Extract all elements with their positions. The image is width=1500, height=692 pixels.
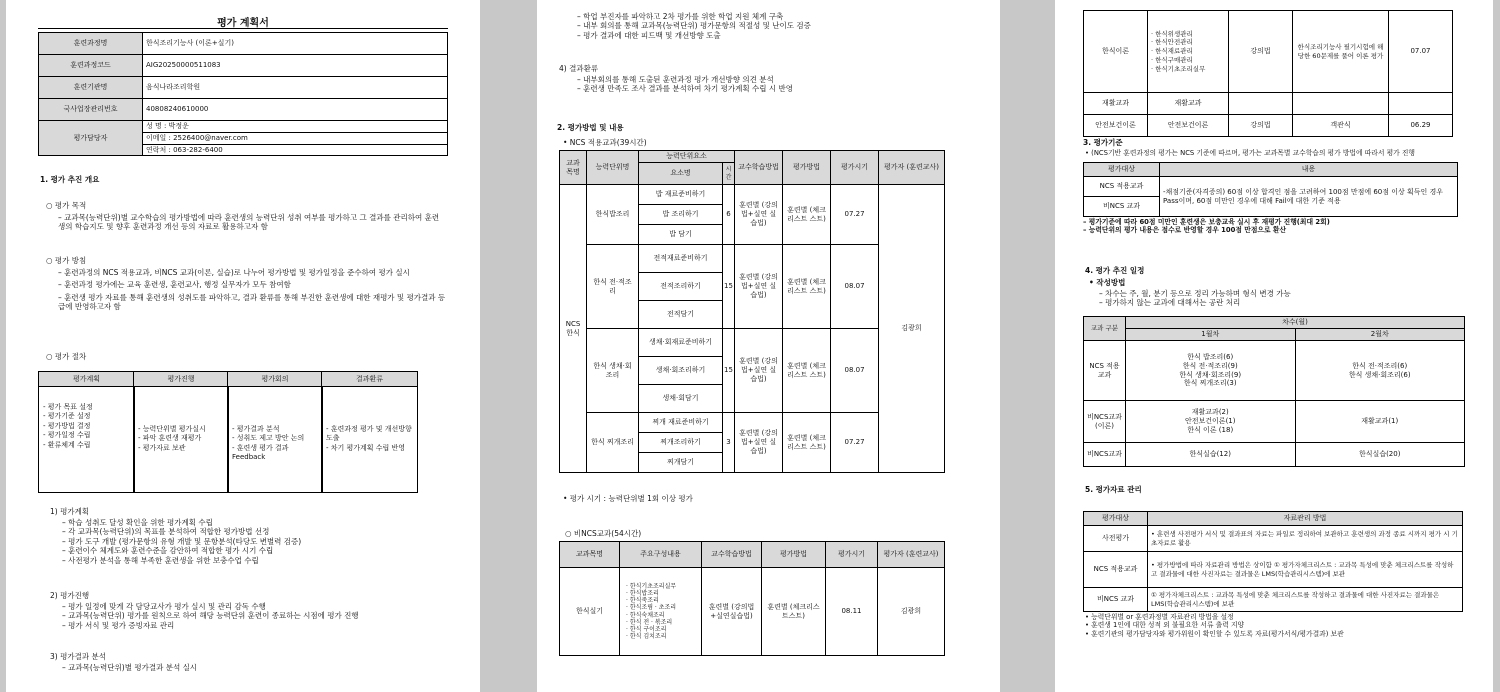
ncs-evaluation-table xyxy=(559,150,945,473)
element-name: 전적조리하기 xyxy=(639,273,723,301)
subsection-heading: • 작성방법 xyxy=(1089,278,1126,287)
schedule-cell xyxy=(1295,341,1465,401)
flow-step xyxy=(321,371,418,493)
schedule-table xyxy=(1083,316,1465,467)
flow-step-item: - 평가방법 결정 xyxy=(43,421,91,430)
element-name: 찌개담기 xyxy=(639,453,723,473)
non-ncs-continued-table xyxy=(1083,10,1453,137)
criteria-target: NCS 적용교과 xyxy=(1084,177,1160,197)
subsection-heading: ○ 평가 절차 xyxy=(46,352,87,361)
info-label: 평가담당자 xyxy=(39,121,143,156)
schedule-item: 한식 전·적조리(9) xyxy=(1182,361,1238,370)
criteria-table xyxy=(1083,162,1458,217)
content-item: · 한식 구이조리 xyxy=(626,625,667,633)
evaluator-name: 김광희 xyxy=(878,568,945,656)
list-item: – 평가 도구 개발 (평가문항의 유형 개발 및 문항분석(타당도 변별력 검증) xyxy=(62,536,302,546)
eval-method: 훈련별 (체크리스트 스트) xyxy=(783,245,831,329)
section-heading: 1. 평가 추진 개요 xyxy=(40,175,100,184)
schedule-item: 한식 찌개조리(3) xyxy=(1183,379,1237,388)
element-name: 밥 재료준비하기 xyxy=(639,185,723,205)
table-caption: ○ 비NCS교과(54시간) xyxy=(565,529,642,538)
schedule-item: 한식 이론 (18) xyxy=(1187,425,1234,434)
category-cell: NCS 적용교과 xyxy=(1084,341,1126,401)
unit-name: 한식 전·적조리 xyxy=(587,245,639,329)
flow-step-item: - 파악 훈련생 재평가 xyxy=(138,434,202,443)
paragraph: – 교과목(능력단위)별 교수학습의 평가방법에 따라 훈련생의 능력단위 성취 여부를 평가하고 그 결과를 관리하여 훈련생의 학습지도 및 향후 훈련과정 개선 등의 자료로 활용하고자 함 xyxy=(58,213,440,232)
content-item: · 한식밥조리 xyxy=(626,589,659,597)
unit-name: 한식밥조리 xyxy=(587,185,639,245)
content-item: · 한식 김치조리 xyxy=(626,633,667,641)
subsection-heading: 1) 평가계획 xyxy=(50,507,90,516)
unit-name: 한식 생채·회조리 xyxy=(587,329,639,413)
eval-method: 훈련별 (체크리스트스트) xyxy=(762,568,826,656)
info-value: 한식조리기능사 (이론+실기) xyxy=(143,33,448,55)
column-header: 능력단위요소 xyxy=(639,151,735,163)
column-header: 2월차 xyxy=(1295,329,1465,341)
list-item: – 훈련생 평가 자료를 통해 훈련생의 성취도를 파악하고, 결과 환류를 통해 부진한 훈련생에 대한 재평가 및 평가결과 등급에 반영하고자 함 xyxy=(58,292,446,312)
content-list xyxy=(1147,11,1228,93)
eval-method: 훈련별 (체크리스트 스트) xyxy=(783,329,831,413)
flow-step-item: - 성취도 제고 방안 논의 xyxy=(232,434,305,443)
paragraph: • (NCS기반 훈련과정의 평가는 NCS 기준에 따르며, 평가는 교과목별 교수학습의 평가 방법에 따라서 평가 진행 xyxy=(1085,149,1415,157)
list-item: – 훈련과정 평가에는 교육 훈련생, 훈련교사, 행정 실무자가 모두 참여함 xyxy=(58,280,291,290)
subsection-heading: 2) 평가진행 xyxy=(50,591,90,600)
schedule-item: 안전보건이론(1) xyxy=(1185,417,1236,426)
teach-method: 훈련별 (강의법+실연실습법) xyxy=(702,568,762,656)
section-heading: 4. 평가 추진 일정 xyxy=(1085,266,1145,275)
element-name: 생채·회재료준비하기 xyxy=(639,329,723,357)
element-name: 생채·회담기 xyxy=(639,385,723,413)
schedule-item: 한식 밥조리(6) xyxy=(1187,353,1234,361)
info-value: AIG20250000511083 xyxy=(143,55,448,77)
table-caption: • NCS 적용교과(39시간) xyxy=(563,138,647,147)
list-item: – 사전평가 분석을 통해 부족한 훈련생을 위한 보충수업 수립 xyxy=(62,555,259,565)
schedule-item: 재활교과(1) xyxy=(1361,417,1399,426)
unit-hours: 6 xyxy=(723,185,735,245)
content-list xyxy=(620,568,702,656)
category-cell: 비NCS교과(이론) xyxy=(1084,401,1126,443)
eval-date: 08.07 xyxy=(831,329,879,413)
list-item: – 평가 서식 및 평가 증빙자료 관리 xyxy=(62,620,175,630)
schedule-item: 한식 생채·회조리(9) xyxy=(1179,370,1242,379)
subject-cell: 한식이론 xyxy=(1084,11,1148,93)
list-item: – 교과목(능력단위) 평가를 원칙으로 하여 해당 능력단위 훈련이 종료하는 시점에 평가 진행 xyxy=(62,611,359,621)
list-item: – 훈련이수 체계도와 훈련수준을 감안하여 적합한 평가 시기 수립 xyxy=(62,546,274,556)
note-item: – 평가기준에 따라 60점 미만인 훈련생은 보충교육 실시 후 재평가 진행(최대 2회) xyxy=(1083,218,1330,226)
eval-date: 08.07 xyxy=(831,245,879,329)
eval-date: 06.29 xyxy=(1388,115,1452,137)
teach-method: 강의법 xyxy=(1229,115,1293,137)
non-ncs-evaluation-table xyxy=(559,541,945,656)
list-item: – 훈련생 만족도 조사 결과를 분석하여 차기 평가계획 수립 시 반영 xyxy=(577,84,793,94)
schedule-item: 한식실습(20) xyxy=(1359,450,1401,459)
column-header: 교과 구분 xyxy=(1084,317,1126,341)
document-page-3 xyxy=(1055,0,1493,692)
column-header: 차수(월) xyxy=(1126,317,1465,329)
section-heading: 3. 평가기준 xyxy=(1083,138,1123,147)
section-heading: 2. 평가방법 및 내용 xyxy=(557,123,624,132)
flow-step-title: 평가진행 xyxy=(134,372,228,387)
list-item: – 각 교과목(능력단위)의 목표를 분석하여 적합한 평가방법 선정 xyxy=(62,527,270,537)
column-header: 내용 xyxy=(1160,163,1458,177)
flow-step-item: - 평가자료 보관 xyxy=(138,443,186,452)
element-name: 전적재료준비하기 xyxy=(639,245,723,273)
mgmt-content: ① 평가자체크리스트 : 교과목 특성에 맞춘 체크리스트를 작성하고 결과물에 대한 사진자료는 결과물은 LMS(학습관리시스템)에 보관 xyxy=(1148,588,1463,612)
eval-method: 한식조리기능사 필기시험에 해당한 60문제를 풀어 이론 평가 xyxy=(1293,11,1389,93)
list-item: – 평가 일정에 맞게 각 담당교사가 평가 실시 및 관리 감독 수행 xyxy=(62,602,266,611)
column-header: 평가대상 xyxy=(1084,163,1160,177)
evaluator-name: 김광희 xyxy=(879,185,945,473)
note-item: – 능력단위의 평가 내용은 점수로 반영할 경우 100점 만점으로 환산 xyxy=(1083,226,1287,235)
column-header: 교과목명 xyxy=(560,151,587,185)
flow-step-title: 평가계획 xyxy=(39,372,134,387)
column-header: 교수학습방법 xyxy=(735,151,783,185)
content-item: · 한식조림 · 초조리 xyxy=(626,604,677,612)
column-header: 시간 xyxy=(723,163,735,185)
element-name: 생채·회조리하기 xyxy=(639,357,723,385)
schedule-cell xyxy=(1126,443,1296,467)
flow-step xyxy=(133,371,229,493)
table-note: • 평가 시기 : 능력단위별 1회 이상 평가 xyxy=(563,494,693,503)
list-item: – 학업 부진자를 파악하고 2차 평가를 위한 학업 지원 체계 구축 xyxy=(577,12,784,21)
info-value: 음식나라조리학원 xyxy=(143,77,448,99)
column-header: 평가자 (훈련교사) xyxy=(879,151,945,185)
mgmt-target: NCS 적용교과 xyxy=(1084,552,1148,588)
flow-step-title: 결과환류 xyxy=(322,372,417,387)
column-header: 평가방법 xyxy=(783,151,831,185)
info-label: 훈련과정코드 xyxy=(39,55,143,77)
unit-hours: 15 xyxy=(723,329,735,413)
flow-step-item: - 평가기준 설정 xyxy=(43,412,91,421)
element-name: 밥 조리하기 xyxy=(639,205,723,225)
column-header: 평가시기 xyxy=(831,151,879,185)
subject-cell: 재활교과 xyxy=(1084,93,1148,115)
flow-step-item: - 환류체계 수립 xyxy=(43,440,91,449)
list-item: – 훈련과정의 NCS 적용교과, 비NCS 교과(이론, 실습)로 나누어 평가방법 및 평가일정을 준수하여 평가 실시 xyxy=(58,268,410,277)
column-header: 1월차 xyxy=(1126,329,1296,341)
content-item: · 한식구매관리 xyxy=(1150,55,1193,64)
document-page-2 xyxy=(537,0,1000,692)
unit-hours: 3 xyxy=(723,413,735,473)
flow-step-item: - 평가 목표 설정 xyxy=(43,403,93,411)
schedule-item: 한식실습(12) xyxy=(1189,450,1231,459)
teach-method: 훈련별 (강의법+실연 실습법) xyxy=(735,245,783,329)
list-item: – 교과목(능력단위)별 평가결과 분석 실시 xyxy=(62,663,198,672)
eval-method: 훈련별 (체크리스트 스트) xyxy=(783,185,831,245)
note-item: • 능력단위별 or 훈련과정별 자료관리 방법을 설정 xyxy=(1085,613,1234,621)
eval-date: 08.11 xyxy=(826,568,878,656)
schedule-cell xyxy=(1295,401,1465,443)
subject-cell: 한식실기 xyxy=(560,568,620,656)
flow-step-item: - 훈련생 평가 결과 Feedback xyxy=(232,443,289,462)
element-name: 찌개 재료준비하기 xyxy=(639,413,723,433)
column-header: 요소명 xyxy=(639,163,723,185)
document-page-1 xyxy=(6,0,480,692)
column-header: 평가대상 xyxy=(1084,512,1148,526)
subsection-heading: ○ 평가 목적 xyxy=(46,201,87,210)
unit-name: 한식 찌개조리 xyxy=(587,413,639,473)
flow-step-title: 평가회의 xyxy=(228,372,322,387)
column-header: 자료관리 방법 xyxy=(1148,512,1463,526)
mgmt-target: 비NCS 교과 xyxy=(1084,588,1148,612)
content-item: · 한식위생관리 xyxy=(1150,29,1193,38)
eval-date: 07.27 xyxy=(831,185,879,245)
content-cell: 안전보건이론 xyxy=(1147,115,1228,137)
schedule-item: 한식 전·적조리(6) xyxy=(1352,361,1408,370)
data-management-table xyxy=(1083,511,1463,612)
teach-method: 훈련별 (강의법+실연 실습법) xyxy=(735,185,783,245)
subsection-heading: 3) 평가결과 분석 xyxy=(50,652,106,661)
list-item: – 평가 결과에 대한 피드백 및 개선방향 도출 xyxy=(577,30,721,40)
column-header: 교수학습방법 xyxy=(702,542,762,568)
list-item: – 내부 회의를 통해 교과목(능력단위) 평가문항의 적절성 및 난이도 검증 xyxy=(577,21,811,31)
element-name: 찌개조리하기 xyxy=(639,433,723,453)
eval-date: 07.27 xyxy=(831,413,879,473)
info-value: 40808240610000 xyxy=(143,99,448,121)
subsection-heading: 4) 결과환류 xyxy=(559,64,599,73)
criteria-target: 비NCS 교과 xyxy=(1084,197,1160,217)
list-item: – 차수는 주, 월, 분기 등으로 정리 가능하며 형식 변경 가능 xyxy=(1099,289,1291,298)
unit-hours: 15 xyxy=(723,245,735,329)
schedule-cell xyxy=(1295,443,1465,467)
flow-step xyxy=(38,371,135,493)
flow-step xyxy=(227,371,323,493)
info-label: 훈련과정명 xyxy=(39,33,143,55)
list-item: – 학습 성취도 달성 확인을 위한 평가계획 수립 xyxy=(62,518,213,527)
content-item: · 한식안전관리 xyxy=(1150,38,1193,47)
subsection-heading: ○ 평가 방침 xyxy=(46,256,87,265)
column-header: 평가방법 xyxy=(762,542,826,568)
column-header: 주요구성내용 xyxy=(620,542,702,568)
evaluator-email: 이메일 : 2526400@naver.com xyxy=(143,133,447,145)
eval-method: 객관식 xyxy=(1293,115,1389,137)
course-info-table xyxy=(38,32,448,156)
eval-date: 07.07 xyxy=(1388,11,1452,93)
subject-cell: 안전보건이론 xyxy=(1084,115,1148,137)
note-item: • 훈련생 1인에 대한 성적 외 불필요한 서류 출력 지양 xyxy=(1085,621,1245,630)
evaluator-name: 성 명 : 박정운 xyxy=(143,121,447,133)
schedule-item: 한식 생채·회조리(6) xyxy=(1348,370,1411,379)
criteria-content: -채점기준(자격증의) 60점 이상 합격인 점을 고려하여 100점 만점에 60점 이상 획득인 경우 Pass이며, 60점 미만인 경우에 대해 Fail에 대한 기준 적용 xyxy=(1160,177,1458,217)
content-item: · 한식재료관리 xyxy=(1150,47,1193,56)
teach-method: 훈련별 (강의법+실연 실습법) xyxy=(735,413,783,473)
teach-method: 강의법 xyxy=(1229,11,1293,93)
flow-step-item: - 차기 평가계획 수립 반영 xyxy=(326,443,406,452)
info-label: 훈련기관명 xyxy=(39,77,143,99)
subject-cell: NCS 한식 xyxy=(560,185,587,473)
flow-step-item: - 평가일정 수립 xyxy=(43,431,91,440)
column-header: 능력단위명 xyxy=(587,151,639,185)
element-name: 밥 담기 xyxy=(639,225,723,245)
section-heading: 5. 평가자료 관리 xyxy=(1085,485,1142,494)
schedule-item: 재활교과(2) xyxy=(1191,408,1229,417)
content-cell: 재활교과 xyxy=(1147,93,1228,115)
mgmt-content: • 훈련생 사전평가 서식 및 결과표의 자료는 파일로 정리하여 보관하고 훈련생의 과정 종료 시까지 평가 시 기초자료로 활용 xyxy=(1148,526,1463,552)
column-header: 평가시기 xyxy=(826,542,878,568)
page-title: 평가 계획서 xyxy=(38,14,448,29)
list-item: – 내부회의를 통해 도출된 훈련과정 평가 개선방향 의견 분석 xyxy=(577,75,774,84)
content-item: · 한식기초조리실무 xyxy=(1150,64,1206,73)
content-item: · 한식 전 · 볶조리 xyxy=(626,618,673,626)
column-header: 교과목명 xyxy=(560,542,620,568)
flow-step-item: - 훈련과정 평가 및 개선방향 도출 xyxy=(326,425,412,443)
content-item: · 한식숙채조리 xyxy=(626,611,665,619)
mgmt-target: 사전평가 xyxy=(1084,526,1148,552)
info-label: 국사업장관리번호 xyxy=(39,99,143,121)
content-item: · 한식죽조리 xyxy=(626,597,659,605)
evaluator-phone: 연락처 : 063-282-6400 xyxy=(146,145,223,154)
list-item: – 평가하지 않는 교과에 대해서는 공란 처리 xyxy=(1099,298,1241,308)
mgmt-content: • 평가방법에 따라 자료관리 방법은 상이함 ① 평가자체크리스트 : 교과목 특성에 맞춘 체크리스트를 작성하고 결과물에 대한 사진자료는 결과물은 LMS(학습관리시스템)에 보관 xyxy=(1148,552,1463,588)
note-item: • 훈련기관의 평가담당자와 평가위원이 확인할 수 있도록 자료(평가서식/평가결과) 보관 xyxy=(1085,629,1344,638)
eval-method: 훈련별 (체크리스트 스트) xyxy=(783,413,831,473)
element-name: 전적담기 xyxy=(639,301,723,329)
schedule-cell xyxy=(1126,341,1296,401)
schedule-cell xyxy=(1126,401,1296,443)
flow-step-item: - 능력단위별 평가실시 xyxy=(138,425,206,433)
category-cell: 비NCS교과 xyxy=(1084,443,1126,467)
flow-step-item: - 평가결과 분석 xyxy=(232,425,280,433)
column-header: 평가자 (훈련교사) xyxy=(878,542,945,568)
content-item: · 한식기초조리실무 xyxy=(626,582,677,590)
teach-method: 훈련별 (강의법+실연 실습법) xyxy=(735,329,783,413)
